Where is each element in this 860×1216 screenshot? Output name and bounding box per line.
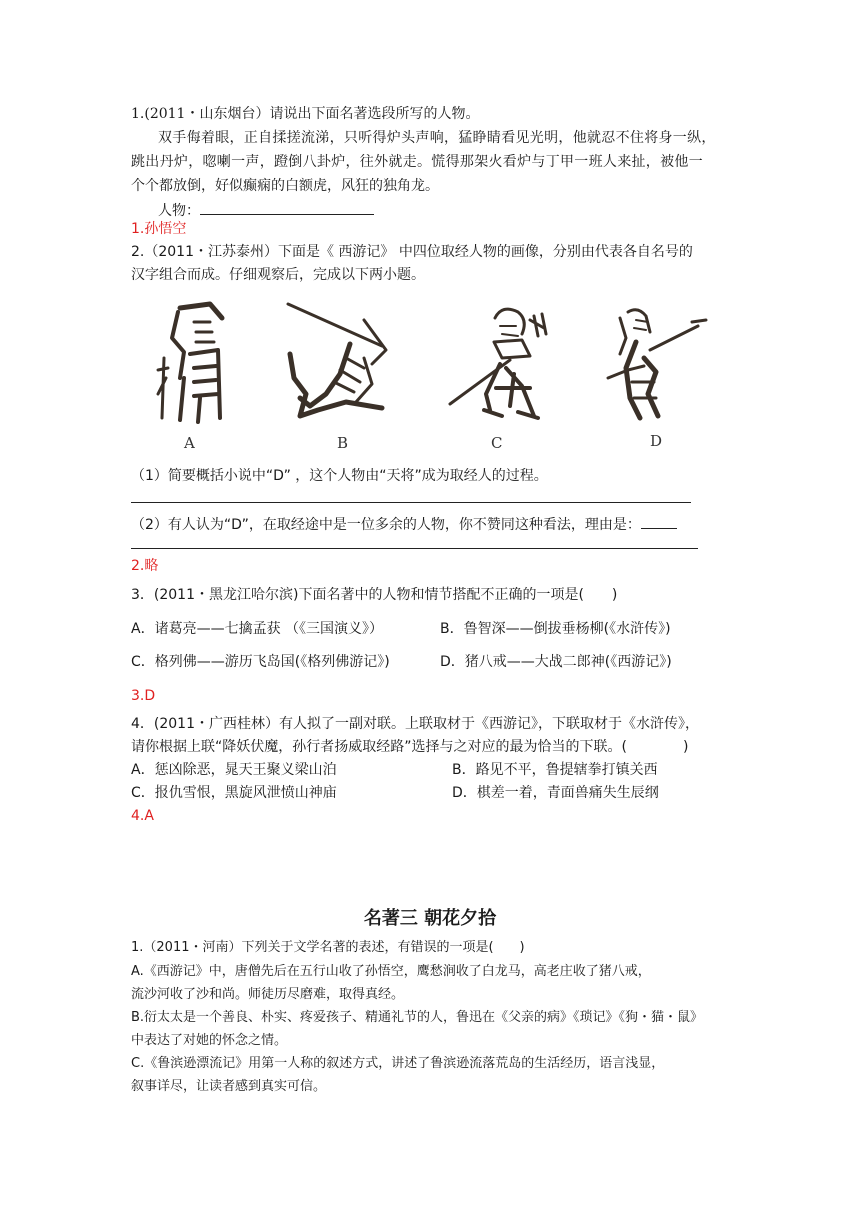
- q4-stem-line-1: 4．(2011・广西桂林）有人拟了一副对联。上联取材于《西游记》，下联取材于《水浒传》，: [131, 716, 699, 732]
- q2-stem-line-1: 2.（2011・江苏泰州）下面是《 西游记》 中四位取经人物的画像，分别由代表各自名号的: [131, 244, 693, 260]
- s3q1-option-a-line-1: A.《西游记》中，唐僧先后在五行山收了孙悟空，鹰愁涧收了白龙马，高老庄收了猪八戒，: [131, 964, 651, 979]
- q3-option-d: D．猪八戒——大战二郎神(《西游记》): [440, 654, 672, 670]
- q2-answer: 2.略: [131, 558, 159, 574]
- q3-stem: 3．(2011・黑龙江哈尔滨)下面名著中的人物和情节搭配不正确的一项是( ): [131, 587, 618, 603]
- figure-label-c: C: [491, 434, 503, 452]
- q3-option-c: C．格列佛——游历飞岛国(《格列佛游记》): [131, 654, 390, 670]
- q4-option-d: D．棋差一着，青面兽痛失生辰纲: [452, 785, 659, 801]
- q4-answer: 4.A: [131, 808, 154, 824]
- q1-prompt-label: 人物：: [158, 203, 200, 219]
- q3-answer: 3.D: [131, 688, 156, 704]
- s3q1-option-c-line-2: 叙事详尽，让读者感到真实可信。: [131, 1079, 327, 1094]
- q2-sub-question-1: （1）简要概括小说中“D” ，这个人物由“天将”成为取经人的过程。: [131, 468, 548, 484]
- figure-d-drawing: [608, 310, 706, 418]
- q2-sub2-answer-line[interactable]: [131, 548, 698, 549]
- figure-label-b: B: [337, 434, 349, 452]
- figure-b-drawing: [288, 304, 386, 416]
- s3q1-option-b-line-2: 中表达了对她的怀念之情。: [131, 1033, 288, 1048]
- s3q1-stem: 1.（2011・河南）下列关于文学名著的表述，有错误的一项是( ): [131, 940, 525, 955]
- s3q1-option-a-line-2: 流沙河收了沙和尚。师徒历尽磨难，取得真经。: [131, 987, 405, 1002]
- q2-sub-question-2: （2）有人认为“D”，在取经途中是一位多余的人物，你不赞同这种看法，理由是：: [131, 517, 641, 533]
- s3q1-option-c-line-1: C.《鲁滨逊漂流记》用第一人称的叙述方式，讲述了鲁滨逊流落荒岛的生活经历，语言浅显，: [131, 1056, 665, 1071]
- figure-label-d: D: [650, 432, 663, 450]
- q2-sub-question-2-line: [131, 514, 677, 535]
- section-title: 名著三 朝花夕拾: [363, 908, 497, 929]
- q1-blank[interactable]: [200, 200, 374, 215]
- q1-answer-line: [158, 200, 374, 221]
- q2-stem-line-2: 汉字组合而成。仔细观察后，完成以下两小题。: [131, 267, 425, 283]
- q3-option-b: B．鲁智深——倒拔垂杨柳(《水浒传》): [440, 621, 671, 637]
- q2-figure: [150, 298, 710, 450]
- figure-a-drawing: [158, 304, 222, 422]
- q3-option-a: A．诸葛亮——七擒孟获 （《三国演义》）: [131, 621, 384, 637]
- q1-passage-line-1: 双手侮着眼，正自揉搓流涕，只听得炉头声响，猛睁睛看见光明，他就忍不住将身一纵，: [158, 130, 716, 146]
- q4-option-c: C．报仇雪恨，黑旋风泄愤山神庙: [131, 785, 337, 801]
- q1-stem: 1.(2011・山东烟台）请说出下面名著选段所写的人物。: [131, 106, 480, 122]
- figure-c-drawing: [450, 309, 546, 418]
- figure-label-a: A: [184, 434, 195, 452]
- q2-sub1-answer-line[interactable]: [131, 502, 691, 503]
- q2-sub2-blank[interactable]: [641, 514, 677, 529]
- q4-option-a: A．惩凶除恶，晁天王聚义梁山泊: [131, 762, 337, 778]
- q4-option-b: B．路见不平，鲁提辖拳打镇关西: [452, 762, 658, 778]
- q1-answer: 1.孙悟空: [131, 221, 187, 237]
- q4-stem-line-2: 请你根据上联“降妖伏魔，孙行者扬威取经路”选择与之对应的最为恰当的下联。( ): [131, 739, 689, 755]
- s3q1-option-b-line-1: B.衍太太是一个善良、朴实、疼爱孩子、精通礼节的人，鲁迅在《父亲的病》《琐记》《狗・猫・鼠》: [131, 1010, 704, 1025]
- calligraphy-figures: [150, 298, 710, 450]
- q1-passage-line-2: 跳出丹炉，唿喇一声，蹬倒八卦炉，往外就走。慌得那架火看炉与丁甲一班人来扯，被他一: [131, 154, 703, 170]
- q1-passage-line-3: 个个都放倒，好似癫痫的白额虎，风狂的独角龙。: [131, 178, 439, 194]
